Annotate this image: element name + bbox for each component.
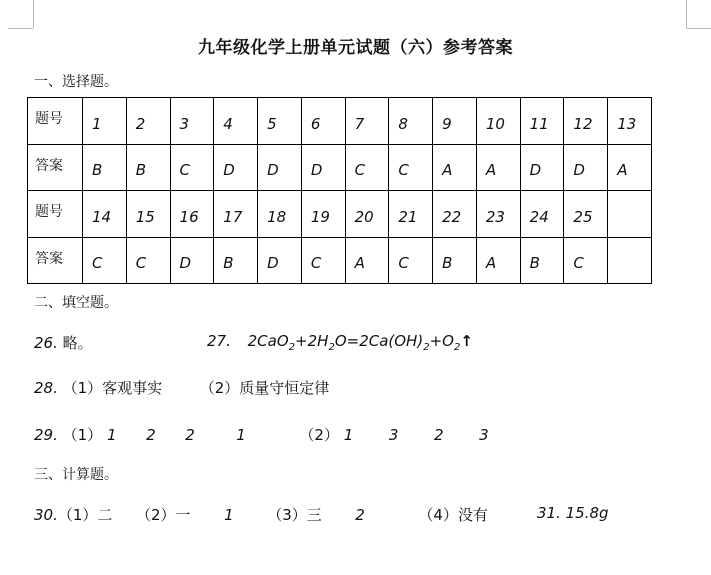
row-label-number: 题号: [28, 191, 83, 238]
question-26-number: 26.: [34, 334, 58, 352]
question-29-value: 2: [185, 426, 195, 444]
table-cell-number: 23: [476, 191, 520, 238]
eq-part-o: +O: [429, 332, 454, 350]
question-29-value: 1: [106, 426, 117, 444]
question-29-number: 29.: [34, 426, 58, 444]
section-fill-heading: 二、填空题。: [34, 295, 118, 311]
eq-part-cao: 2CaO: [247, 332, 289, 350]
table-cell-answer: B: [214, 237, 258, 284]
eq-part-h: +2H: [295, 332, 329, 350]
table-cell-number: 4: [214, 98, 258, 145]
question-27-number: 27.: [207, 332, 231, 350]
table-row-answer: [28, 144, 652, 191]
table-cell-answer: C: [564, 237, 608, 284]
table-cell-answer: [608, 237, 652, 284]
table-cell-number: 9: [433, 98, 477, 145]
table-cell-answer: B: [520, 237, 564, 284]
row-label-answer: 答案: [28, 237, 83, 284]
table-cell-answer: A: [433, 144, 477, 191]
section-calc-heading: 三、计算题。: [34, 467, 118, 483]
gas-arrow-icon: ↑: [460, 332, 473, 350]
table-cell-number: 5: [258, 98, 302, 145]
table-row-answer: [28, 237, 652, 284]
table-cell-number: 22: [433, 191, 477, 238]
question-28-part2: （2）质量守恒定律: [199, 379, 330, 397]
table-cell-answer: C: [389, 237, 433, 284]
table-cell-number: 19: [301, 191, 345, 238]
question-28-part1: （1）客观事实: [62, 379, 163, 397]
table-cell-answer: C: [389, 144, 433, 191]
table-cell-number: 24: [520, 191, 564, 238]
table-cell-answer: D: [520, 144, 564, 191]
question-28: [34, 377, 329, 398]
question-29-value: 1: [236, 426, 246, 444]
table-cell-answer: D: [258, 144, 302, 191]
table-cell-number: 25: [564, 191, 608, 238]
table-cell-number: 17: [214, 191, 258, 238]
row-label-answer: 答案: [28, 144, 83, 191]
crop-mark-top-right-vertical: [686, 0, 687, 28]
table-cell-answer: D: [301, 144, 345, 191]
question-30-part1: （1）二: [57, 506, 113, 524]
table-cell-answer: A: [476, 237, 520, 284]
table-cell-answer: B: [126, 144, 170, 191]
eq-sub: 2: [288, 342, 296, 353]
question-30-part3-value: 2: [355, 506, 365, 524]
question-29-value: 3: [479, 426, 489, 444]
question-27-equation: [247, 332, 473, 353]
table-cell-number: 13: [608, 98, 652, 145]
table-cell-answer: B: [83, 144, 127, 191]
table-cell-number: 21: [389, 191, 433, 238]
question-29: [34, 424, 489, 445]
table-cell-answer: A: [608, 144, 652, 191]
eq-part-caoh: O=2Ca(OH): [334, 332, 424, 350]
question-29-part2-label: （2）: [299, 426, 339, 444]
question-30-part4: （4）没有: [418, 506, 488, 524]
table-cell-answer: C: [345, 144, 389, 191]
table-cell-number: 10: [476, 98, 520, 145]
table-cell-answer: D: [258, 237, 302, 284]
table-row-number: [28, 98, 652, 145]
table-cell-answer: C: [83, 237, 127, 284]
table-cell-number: 14: [83, 191, 127, 238]
question-27: [207, 332, 473, 353]
question-29-value: 3: [388, 426, 399, 444]
table-cell-answer: C: [170, 144, 214, 191]
question-31-answer: 15.8g: [565, 504, 609, 522]
question-29-value: 1: [343, 426, 354, 444]
eq-sub: 2: [423, 342, 430, 353]
table-cell-answer: B: [433, 237, 477, 284]
table-cell-answer: D: [564, 144, 608, 191]
table-cell-number: 18: [258, 191, 302, 238]
crop-mark-top-right-horizontal: [686, 28, 711, 29]
table-cell-answer: A: [345, 237, 389, 284]
question-29-part1-label: （1）: [62, 426, 103, 444]
table-cell-number: 1: [83, 98, 127, 145]
question-29-value: 2: [146, 426, 156, 444]
question-26-answer: 略。: [62, 334, 93, 352]
table-cell-number: 2: [126, 98, 170, 145]
table-cell-number: 20: [345, 191, 389, 238]
table-cell-number: 8: [389, 98, 433, 145]
question-30-part2-value: 1: [224, 506, 234, 524]
question-30-number: 30.: [34, 506, 58, 524]
table-cell-number: 7: [345, 98, 389, 145]
section-choice-heading: 一、选择题。: [34, 74, 118, 90]
question-26: [34, 332, 93, 353]
question-31: [537, 504, 609, 522]
question-31-number: 31.: [537, 504, 561, 522]
question-30: [34, 504, 488, 525]
table-cell-number: [608, 191, 652, 238]
document-title: 九年级化学上册单元试题（六）参考答案: [198, 38, 513, 58]
crop-mark-top-left-vertical: [33, 0, 34, 28]
table-cell-number: 15: [126, 191, 170, 238]
table-cell-answer: D: [170, 237, 214, 284]
question-30-part2: （2）一: [135, 506, 191, 524]
crop-mark-top-left-horizontal: [8, 28, 33, 29]
table-cell-number: 11: [520, 98, 564, 145]
table-cell-answer: C: [301, 237, 345, 284]
answer-table: [27, 97, 652, 284]
table-cell-number: 12: [564, 98, 608, 145]
table-cell-number: 6: [301, 98, 345, 145]
table-cell-answer: C: [126, 237, 170, 284]
table-cell-number: 16: [170, 191, 214, 238]
table-cell-answer: D: [214, 144, 258, 191]
question-28-number: 28.: [34, 379, 58, 397]
table-row-number: [28, 191, 652, 238]
row-label-number: 题号: [28, 98, 83, 145]
question-29-value: 2: [433, 426, 444, 444]
eq-sub: 2: [328, 342, 335, 353]
question-30-part3: （3）三: [267, 506, 322, 524]
eq-sub: 2: [453, 342, 461, 353]
table-cell-answer: A: [476, 144, 520, 191]
table-cell-number: 3: [170, 98, 214, 145]
